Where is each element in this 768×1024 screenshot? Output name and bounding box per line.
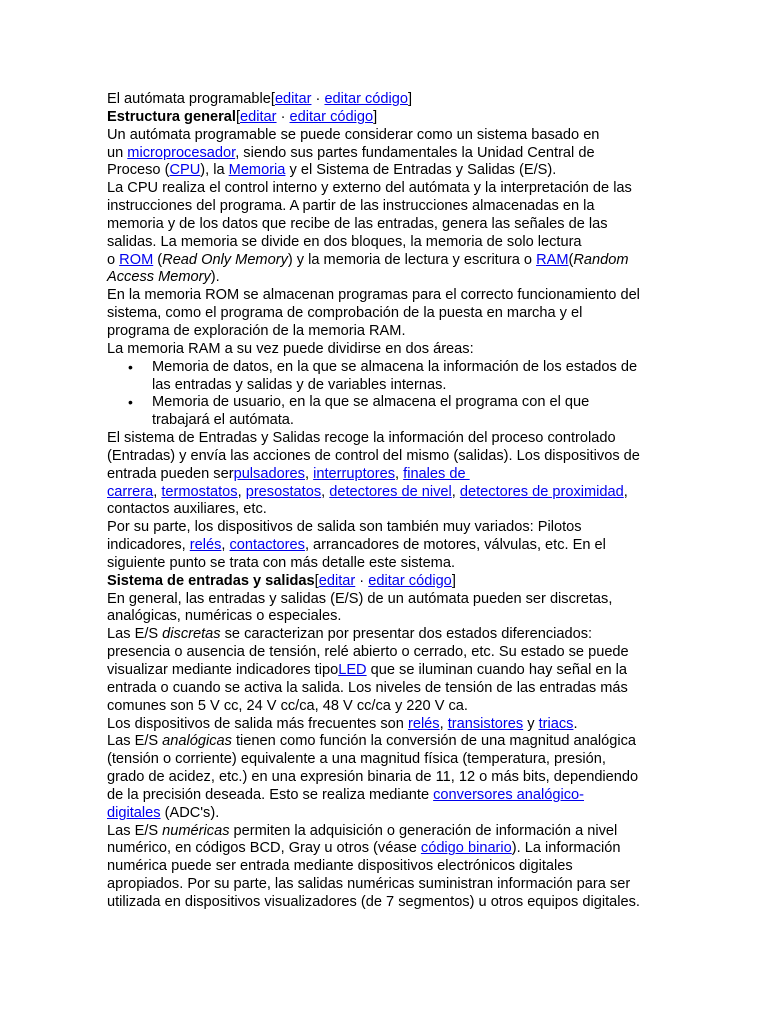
- text-line: [107, 823, 667, 841]
- text-run: Las E/S: [107, 822, 163, 839]
- paragraph-cpu: [107, 180, 667, 287]
- bullet-list: [107, 359, 667, 430]
- text-run: entrada pueden ser: [107, 465, 234, 482]
- paragraph-salidas: [107, 519, 667, 573]
- bracket-close: ]: [451, 572, 456, 589]
- text-line: analógicas, numéricas o especiales.: [107, 608, 342, 625]
- text-run: Memoria de usuario, en la que se almacena el programa con el que: [152, 394, 590, 411]
- text-run: ,: [237, 483, 246, 500]
- link-contactores[interactable]: contactores: [229, 537, 305, 554]
- text-line: las entradas y salidas y de variables internas.: [152, 376, 447, 393]
- text-line: Por su parte, los dispositivos de salida son también muy variados: Pilotos: [107, 519, 582, 536]
- text-run: ).: [210, 269, 220, 286]
- link-cpu[interactable]: CPU: [169, 162, 201, 179]
- title-text: El autómata programable: [107, 91, 271, 107]
- article-content: [107, 91, 667, 912]
- edit-code-link[interactable]: editar código: [324, 91, 409, 107]
- text-run: ,: [451, 483, 460, 500]
- text-line: [107, 805, 667, 823]
- bullet-icon: •: [128, 358, 133, 375]
- text-line: contactos auxiliares, etc.: [107, 501, 267, 518]
- text-run: ,: [221, 537, 230, 554]
- paragraph-ram: [107, 341, 667, 359]
- bullet-icon: •: [128, 394, 133, 411]
- text-run: que se iluminan cuando hay señal en la: [366, 662, 628, 678]
- text-run-italic: analógicas: [162, 733, 232, 750]
- link-detectores-de-proximidad[interactable]: detectores de proximidad: [459, 483, 624, 500]
- text-line: [107, 359, 667, 377]
- text-line: [107, 733, 667, 751]
- text-line: (Entradas) y envía las acciones de control del mismo (salidas). Los dispositivos de: [107, 447, 640, 464]
- text-run: ), la: [200, 162, 229, 179]
- edit-code-link[interactable]: editar código: [289, 108, 374, 125]
- text-line: [107, 662, 667, 680]
- text-run: indicadores,: [107, 537, 190, 554]
- text-run: (: [568, 251, 574, 268]
- link-termostatos[interactable]: termostatos: [161, 483, 238, 500]
- text-line: sistema, como el programa de comprobación de la puesta en marcha y el: [107, 305, 583, 322]
- link-microprocesador[interactable]: microprocesador: [127, 144, 236, 161]
- text-run-italic: discretas: [162, 626, 221, 643]
- text-run: numérico, en códigos BCD, Gray u otros (véase: [107, 840, 421, 857]
- edit-code-link[interactable]: editar código: [368, 572, 452, 589]
- text-run: (ADC's).: [160, 804, 220, 821]
- text-line: programa de exploración de la memoria RAM.: [107, 322, 406, 339]
- paragraph-es: [107, 430, 667, 519]
- text-run: y: [523, 715, 539, 732]
- link-pulsadores[interactable]: pulsadores: [233, 465, 305, 482]
- text-run: Proceso (: [107, 162, 170, 179]
- text-run: permiten la adquisición o generación de información a nivel: [229, 822, 618, 839]
- text-line: [107, 145, 667, 163]
- text-line: [107, 269, 667, 287]
- text-line: comunes son 5 V cc, 24 V cc/ca, 48 V cc/ca y 220 V ca.: [107, 697, 468, 714]
- text-run: , siendo sus partes fundamentales la Unidad Central de: [235, 144, 595, 161]
- link-memoria[interactable]: Memoria: [228, 162, 286, 179]
- text-run: Las E/S: [107, 733, 163, 750]
- text-line: [107, 626, 667, 644]
- paragraph-intro: [107, 127, 667, 181]
- paragraph-general: [107, 591, 667, 627]
- text-run: ,: [321, 483, 330, 500]
- text-run: ). La información: [511, 840, 621, 857]
- text-run: o: [107, 251, 120, 268]
- link-conversores-adc[interactable]: conversores analógico-: [433, 786, 585, 803]
- text-run: y el Sistema de Entradas y Salidas (E/S).: [285, 162, 557, 179]
- text-line: [107, 716, 667, 734]
- text-line: Un autómata programable se puede considerar como un sistema basado en: [107, 126, 600, 143]
- text-run: se caracterizan por presentar dos estados diferenciados:: [220, 626, 593, 643]
- link-detectores-de-nivel[interactable]: detectores de nivel: [329, 483, 452, 500]
- bracket-open: [: [314, 572, 319, 589]
- edit-link[interactable]: editar: [318, 572, 356, 589]
- text-line: trabajará el autómata.: [152, 412, 294, 429]
- text-run: de la precisión deseada. Esto se realiza mediante: [107, 786, 434, 803]
- link-finales-de-carrera[interactable]: carrera: [107, 483, 154, 500]
- text-line: presencia o ausencia de tensión, relé abierto o cerrado, etc. Su estado se puede: [107, 644, 629, 661]
- text-line: instrucciones del programa. A partir de las instrucciones almacenadas en la: [107, 198, 595, 215]
- text-line: apropiados. Por su parte, las salidas numéricas suministran información para ser: [107, 876, 631, 893]
- edit-separator: ·: [276, 108, 290, 125]
- bracket-close: ]: [373, 108, 378, 125]
- text-line: El sistema de Entradas y Salidas recoge la información del proceso controlado: [107, 430, 616, 447]
- text-line: [107, 252, 667, 270]
- text-line: grado de acidez, etc.) en una expresión binaria de 11, 12 o más bits, dependiendo: [107, 769, 639, 786]
- text-run: ) y la memoria de lectura y escritura o: [287, 251, 537, 268]
- paragraph-numericas: [107, 823, 667, 912]
- text-run: ,: [304, 465, 314, 482]
- text-run: Memoria de datos, en la que se almacena la información de los estados de: [152, 358, 638, 375]
- text-line: (tensión o corriente) equivalente a una magnitud física (temperatura, presión,: [107, 751, 606, 768]
- text-line: En la memoria ROM se almacenan programas para el correcto funcionamiento del: [107, 287, 640, 304]
- link-transistores[interactable]: transistores: [447, 715, 524, 732]
- bracket-close: ]: [408, 91, 413, 107]
- text-run: ,: [395, 465, 404, 482]
- text-run: .: [573, 715, 578, 732]
- text-run: tienen como función la conversión de una magnitud analógica: [231, 733, 636, 750]
- text-run: , arrancadores de motores, válvulas, etc. En el: [304, 537, 606, 554]
- link-interruptores[interactable]: interruptores: [313, 465, 396, 482]
- section-heading-sistema: [107, 573, 667, 591]
- bracket-open: [: [270, 91, 275, 107]
- text-line: [107, 537, 667, 555]
- edit-separator: ·: [311, 91, 325, 107]
- paragraph-discretas: [107, 626, 667, 715]
- link-conversores-adc[interactable]: digitales: [107, 804, 161, 821]
- text-run: ,: [439, 715, 448, 732]
- text-line: [107, 466, 667, 484]
- link-led[interactable]: LED: [338, 662, 367, 678]
- text-run: visualizar mediante indicadores tipo: [107, 662, 339, 678]
- edit-link[interactable]: editar: [274, 91, 312, 107]
- text-line: salidas. La memoria se divide en dos bloques, la memoria de solo lectura: [107, 233, 582, 250]
- link-finales-de-carrera[interactable]: finales de: [403, 465, 470, 482]
- text-line: [107, 840, 667, 858]
- text-run: un: [107, 144, 128, 161]
- text-run: ,: [153, 483, 162, 500]
- text-line: La memoria RAM a su vez puede dividirse en dos áreas:: [107, 340, 474, 357]
- text-line: [107, 162, 667, 180]
- text-line: La CPU realiza el control interno y externo del autómata y la interpretación de las: [107, 180, 632, 197]
- text-line: numérica puede ser entrada mediante dispositivos electrónicos digitales: [107, 858, 573, 875]
- link-reles[interactable]: relés: [189, 537, 222, 554]
- text-line: entrada o cuando se activa la salida. Los niveles de tensión de las entradas más: [107, 679, 628, 696]
- text-run-italic: numéricas: [162, 822, 230, 839]
- paragraph-analogicas: [107, 733, 667, 822]
- link-codigo-binario[interactable]: código binario: [420, 840, 512, 857]
- link-triacs[interactable]: triacs: [538, 715, 574, 732]
- text-line: [107, 394, 667, 412]
- text-run: Los dispositivos de salida más frecuentes son: [107, 715, 408, 732]
- text-line: [107, 787, 667, 805]
- link-reles[interactable]: relés: [407, 715, 440, 732]
- link-ram[interactable]: RAM: [536, 251, 569, 268]
- text-line: siguiente punto se trata con más detalle este sistema.: [107, 554, 456, 571]
- list-item: [107, 394, 667, 430]
- section-heading-estructura: [107, 109, 667, 127]
- text-run: ,: [623, 483, 628, 500]
- text-run: Las E/S: [107, 626, 163, 643]
- section-title: Sistema de entradas y salidas: [107, 572, 315, 589]
- section-title: Estructura general: [107, 108, 236, 125]
- text-run-italic: Read Only Memory: [162, 251, 288, 268]
- text-line: En general, las entradas y salidas (E/S) de un autómata pueden ser discretas,: [107, 590, 613, 607]
- text-line: memoria y de los datos que recibe de las entradas, genera las señales de las: [107, 215, 608, 232]
- text-run-italic: Access Memory: [107, 269, 211, 286]
- edit-separator: ·: [355, 572, 369, 589]
- text-line: utilizada en dispositivos visualizadores (de 7 segmentos) u otros equipos digitales.: [107, 893, 640, 910]
- text-line: [107, 484, 667, 502]
- text-run-italic: Random: [573, 251, 629, 268]
- edit-link[interactable]: editar: [240, 108, 277, 125]
- bracket-open: [: [235, 108, 241, 125]
- paragraph-rom: [107, 287, 667, 341]
- article-title: [107, 91, 667, 109]
- link-rom[interactable]: ROM: [119, 251, 154, 268]
- paragraph-dispositivos-salida: [107, 716, 667, 734]
- link-presostatos[interactable]: presostatos: [245, 483, 322, 500]
- list-item: [107, 359, 667, 395]
- text-run: (: [153, 251, 163, 268]
